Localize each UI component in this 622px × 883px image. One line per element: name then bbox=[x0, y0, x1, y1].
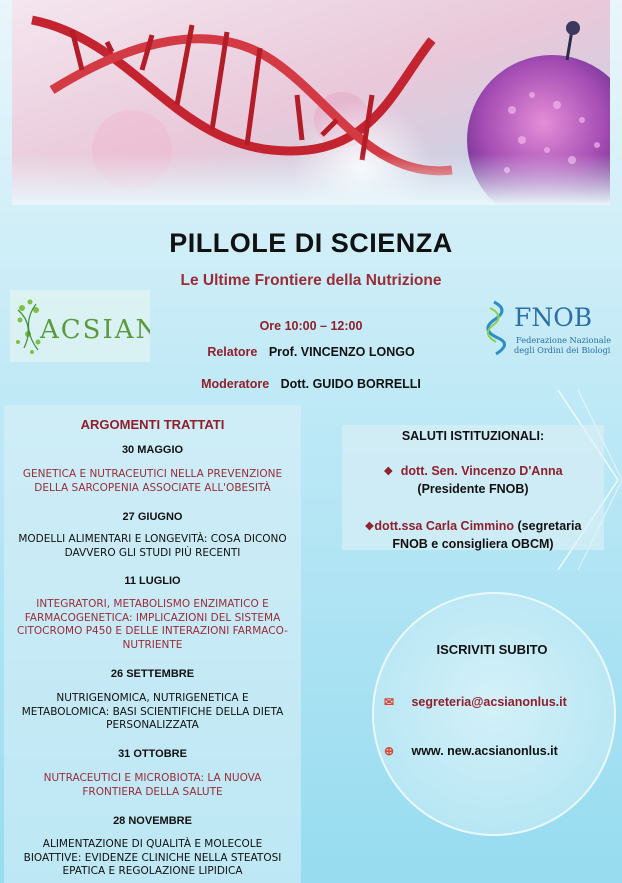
website-link[interactable]: www. new.acsianonlus.it bbox=[411, 744, 558, 758]
moderator-line bbox=[0, 377, 622, 391]
page-title: PILLOLE DI SCIENZA bbox=[169, 228, 453, 258]
topics-heading: ARGOMENTI TRATTATI bbox=[80, 417, 225, 432]
speaker-name: Prof. VINCENZO LONGO bbox=[268, 345, 415, 359]
topic-text: NUTRACEUTICI E MICROBIOTA: LA NUOVA FRONTIERA DELLA SALUTE bbox=[43, 772, 262, 798]
topic-text: GENETICA E NUTRACEUTICI NELLA PREVENZIONE DELLA SARCOPENIA ASSOCIATE ALL'OBESITÀ bbox=[22, 468, 283, 494]
topic-text: ALIMENTAZIONE DI QUALITÀ E MOLECOLE BIOATTIVE: EVIDENZE CLINICHE NELLA STEATOSI EPATICA E REGOLAZIONE LIPIDICA bbox=[23, 838, 282, 877]
envelope-icon: ✉ bbox=[384, 695, 395, 709]
email-link[interactable]: segreteria@acsianonlus.it bbox=[411, 695, 567, 709]
topic-text: MODELLI ALIMENTARI E LONGEVITÀ: COSA DICONO DAVVERO GLI STUDI PIÙ RECENTI bbox=[18, 533, 287, 559]
greetings-title: SALUTI ISTITUZIONALI: bbox=[401, 429, 545, 443]
diamond-bullet-icon: ❖ bbox=[383, 466, 394, 478]
topic-text: NUTRIGENOMICA, NUTRIGENETICA E METABOLOMICA: BASI SCIENTIFICHE DELLA DIETA PERSONALIZZATA bbox=[21, 692, 284, 731]
signup-circle bbox=[372, 592, 616, 836]
moderator-label: Moderatore bbox=[201, 377, 270, 391]
speaker-line bbox=[0, 345, 622, 359]
topic-date: 27 GIUGNO bbox=[122, 511, 183, 523]
website-row[interactable] bbox=[384, 744, 558, 758]
greeting-person-1: ❖ dott. Sen. Vincenzo D'Anna (Presidente FNOB) bbox=[383, 464, 563, 496]
event-time: Ore 10:00 – 12:00 bbox=[259, 319, 363, 333]
hero-image bbox=[12, 0, 610, 205]
topic-date: 31 OTTOBRE bbox=[118, 748, 187, 760]
page-subtitle: Le Ultime Frontiere della Nutrizione bbox=[180, 272, 442, 289]
email-row[interactable] bbox=[384, 695, 567, 709]
signup-title: ISCRIVITI SUBITO bbox=[436, 642, 548, 657]
fnob-wordmark: FNOB bbox=[514, 303, 593, 332]
moderator-name: Dott. GUIDO BORRELLI bbox=[280, 377, 421, 391]
topic-date: 30 MAGGIO bbox=[121, 444, 184, 456]
fnob-line1: Federazione Nazionale bbox=[516, 335, 612, 345]
fnob-line2: degli Ordini dei Biologi bbox=[514, 345, 611, 355]
diamond-bullet-icon: ❖ bbox=[364, 521, 375, 533]
globe-icon: ⊕ bbox=[384, 744, 395, 758]
topic-date: 11 LUGLIO bbox=[124, 575, 181, 587]
acsian-wordmark: ACSIAN bbox=[40, 315, 150, 345]
topic-date: 26 SETTEMBRE bbox=[110, 668, 195, 680]
topic-date: 28 NOVEMBRE bbox=[113, 815, 192, 827]
greeting-person-2: ❖dott.ssa Carla Cimmino (segretaria FNOB e consigliera OBCM) bbox=[364, 519, 582, 551]
speaker-label: Relatore bbox=[207, 345, 258, 359]
topic-text: INTEGRATORI, METABOLISMO ENZIMATICO E FARMACOGENETICA: IMPLICAZIONI DEL SISTEMA CITOCROMO P450 E DELLE INTERAZIONI FARMACO- NUTRIENTE bbox=[17, 598, 288, 651]
